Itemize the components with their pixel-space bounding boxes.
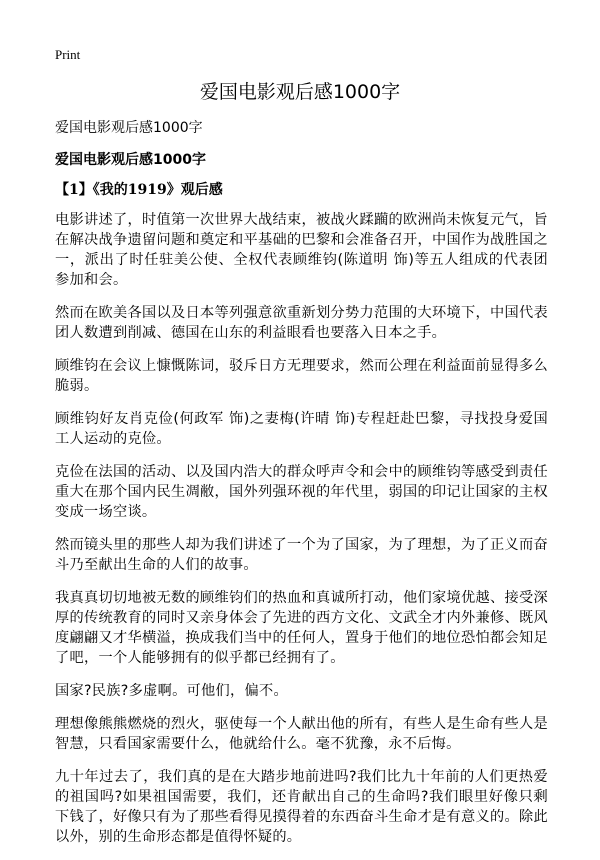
paragraph: 电影讲述了，时值第一次世界大战结束，被战火蹂躏的欧洲尚未恢复元气，旨在解决战争遗留问题和奠定和平基础的巴黎和会准备召开，中国作为战胜国之一，派出了时任驻美公使、全权代表顾维钧(陈道明 饰)等五人组成的代表团参加和会。	[55, 212, 548, 288]
section-heading: 【1】《我的1919》观后感	[55, 182, 223, 198]
paragraph: 我真真切切地被无数的顾维钧们的热血和真诚所打动，他们家境优越、接受深厚的传统教育的同时又亲身体会了先进的西方文化、文武全才内外兼修、既风度翩翩又才华横溢，换成我们当中的任何人，置身于他们的地位恐怕都会知足了吧，一个人能够拥有的似乎都已经拥有了。	[55, 590, 548, 666]
article-body	[55, 210, 548, 860]
subtitle-plain: 爱国电影观后感1000字	[55, 120, 203, 136]
paragraph: 然而在欧美各国以及日本等列强意欲重新划分势力范围的大环境下，中国代表团人数遭到削减、德国在山东的利益眼看也要落入日本之手。	[55, 305, 548, 341]
paragraph: 国家?民族?多虚啊。可他们，偏不。	[55, 683, 288, 699]
paragraph: 顾维钧好友肖克俭(何政军 饰)之妻梅(许晴 饰)专程赶赴巴黎，寻找投身爱国工人运动的克俭。	[55, 411, 548, 447]
paragraph: 顾维钧在会议上慷慨陈词，驳斥日方无理要求，然而公理在利益面前显得多么脆弱。	[55, 358, 548, 394]
print-link[interactable]: Print	[55, 47, 81, 62]
subtitle-bold: 爱国电影观后感1000字	[55, 152, 206, 168]
paragraph: 然而镜头里的那些人却为我们讲述了一个为了国家，为了理想，为了正义而奋斗乃至献出生命的人们的故事。	[55, 537, 548, 573]
page-title: 爱国电影观后感1000字	[199, 81, 401, 103]
paragraph: 理想像熊熊燃烧的烈火，驱使每一个人献出他的所有，有些人是生命有些人是智慧，只看国家需要什么，他就给什么。毫不犹豫，永不后悔。	[55, 716, 548, 752]
paragraph: 九十年过去了，我们真的是在大踏步地前进吗?我们比九十年前的人们更热爱的祖国吗?如果祖国需要，我们，还肯献出自己的生命吗?我们眼里好像只剩下钱了，好像只有为了那些看得见摸得着的东西奋斗生命才是有意义的。除此以外，别的生命形态都是值得怀疑的。	[55, 769, 548, 845]
paragraph: 克俭在法国的活动、以及国内浩大的群众呼声令和会中的顾维钧等感受到责任重大在那个国内民生凋敝，国外列强环视的年代里，弱国的印记让国家的主权变成一场空谈。	[55, 464, 548, 520]
